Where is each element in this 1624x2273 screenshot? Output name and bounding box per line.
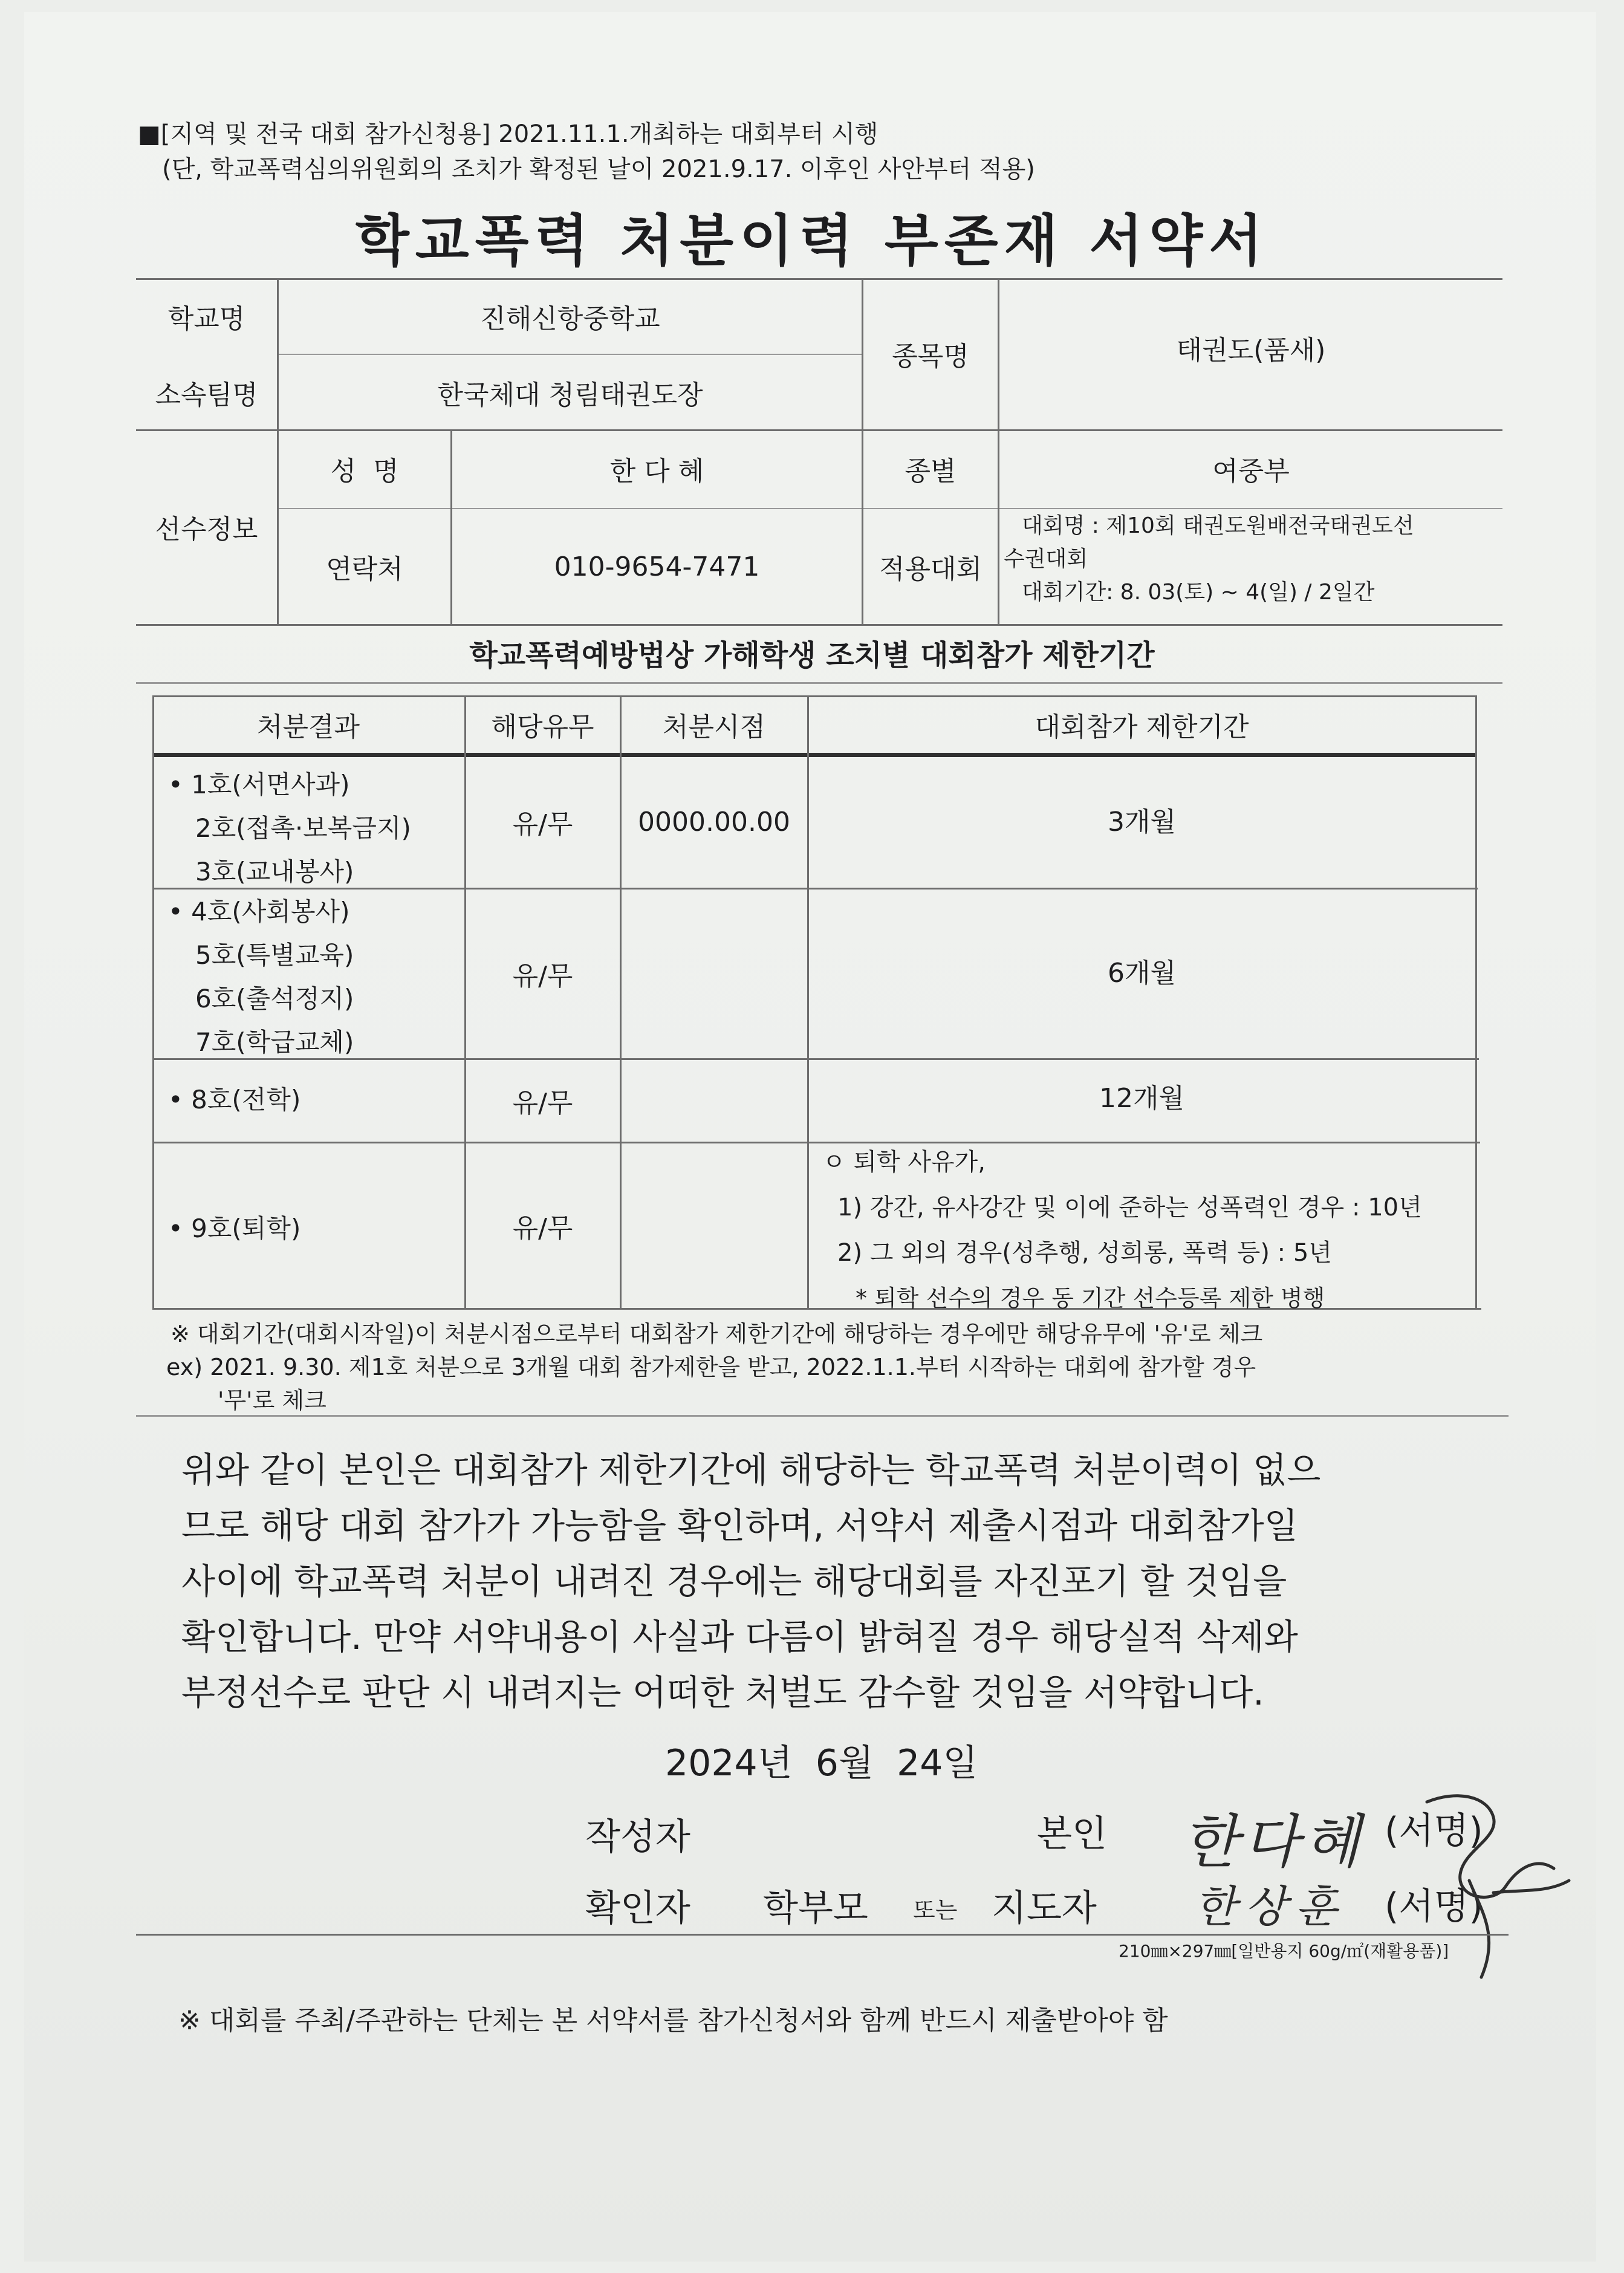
disposition-date xyxy=(621,1059,807,1142)
contact-value: 010-9654-7471 xyxy=(554,551,760,582)
disposition-item: • 4호(사회봉사) xyxy=(168,897,350,926)
pledge-line: 사이에 학교폭력 처분이 내려진 경우에는 해당대회를 자진포기 할 것임을 xyxy=(181,1561,1287,1602)
restriction-heading: 학교폭력예방법상 가해학생 조치별 대회참가 제한기간 xyxy=(469,639,1155,672)
document-title: 학교폭력 처분이력 부존재 서약서 xyxy=(355,209,1269,273)
column-header: 처분결과 xyxy=(256,711,360,743)
note-1: ※ 대회기간(대회시작일)이 처분시점으로부터 대회참가 제한기간에 해당하는 경우에만 해당유무에 '유'로 체크 xyxy=(171,1321,1263,1347)
expulsion-line: * 퇴학 선수의 경우 동 기간 선수등록 제한 병행 xyxy=(856,1285,1325,1312)
expulsion-line: 1) 강간, 유사강간 및 이에 준하는 성폭력인 경우 : 10년 xyxy=(837,1194,1422,1221)
disposition-date xyxy=(621,889,807,1058)
school-value: 진해신항중학교 xyxy=(480,303,660,334)
disposition-item: 6호(출석정지) xyxy=(195,984,354,1013)
yes-no-value: 유/무 xyxy=(512,1212,573,1244)
sign-label-1: (서명) xyxy=(1385,1810,1483,1852)
disposition-item: • 8호(전학) xyxy=(168,1085,301,1114)
disposition-date xyxy=(621,1143,807,1308)
competition-name: 대회명 : 제10회 태권도원배전국태권도선 xyxy=(1022,513,1414,538)
yes-no-value: 유/무 xyxy=(512,809,573,840)
competition-name-cont: 수권대회 xyxy=(1004,547,1088,571)
disposition-item: 3호(교내봉사) xyxy=(195,857,354,886)
final-note: ※ 대회를 주최/주관하는 단체는 본 서약서를 참가신청서와 함께 반드시 제출받아야 함 xyxy=(178,2005,1168,2036)
disposition-item: 7호(학급교체) xyxy=(195,1027,354,1057)
confirmer-signature-handwriting: 한상훈 xyxy=(1194,1881,1346,1932)
coach-label: 지도자 xyxy=(992,1887,1097,1930)
note-3: '무'로 체크 xyxy=(218,1387,326,1414)
expulsion-line: 2) 그 외의 경우(성추행, 성희롱, 폭력 등) : 5년 xyxy=(837,1239,1332,1267)
restriction-period-expulsion xyxy=(822,1140,1422,1321)
table-row-disposition xyxy=(168,1078,300,1122)
contact-label: 연락처 xyxy=(326,554,403,585)
confirmer-label: 확인자 xyxy=(585,1887,690,1930)
disposition-item: 5호(특별교육) xyxy=(195,940,354,970)
applied-competition-label: 적용대회 xyxy=(879,554,982,585)
disposition-item: 2호(접촉·보복금지) xyxy=(195,813,411,843)
note-2: ex) 2021. 9.30. 제1호 처분으로 3개월 대회 참가제한을 받고, 2022.1.1.부터 시작하는 대회에 참가할 경우 xyxy=(166,1354,1256,1380)
name-value: 한 다 혜 xyxy=(609,456,704,487)
pledge-line: 부정선수로 판단 시 내려지는 어떠한 처벌도 감수할 것임을 서약합니다. xyxy=(181,1672,1264,1713)
school-label: 학교명 xyxy=(167,303,245,334)
signature-scribble-icon xyxy=(1403,1784,1584,2008)
event-label: 종목명 xyxy=(892,341,969,372)
self-signature-handwriting: 한다혜 xyxy=(1182,1808,1365,1876)
event-value: 태권도(품새) xyxy=(1176,335,1326,366)
pledge-line: 므로 해당 대회 참가가 가능함을 확인하며, 서약서 제출시점과 대회참가일 xyxy=(181,1505,1298,1546)
team-value: 한국체대 청림태권도장 xyxy=(437,379,703,411)
yes-no-value: 유/무 xyxy=(512,961,573,992)
yes-no-value: 유/무 xyxy=(512,1088,573,1119)
notice-line-2: (단, 학교폭력심의위원회의 조치가 확정된 날이 2021.9.17. 이후인 사안부터 적용) xyxy=(162,155,1035,183)
category-value: 여중부 xyxy=(1212,456,1290,487)
disposition-date: 0000.00.00 xyxy=(638,806,790,837)
name-label: 성 명 xyxy=(330,456,399,487)
competition-period: 대회기간: 8. 03(토) ~ 4(일) / 2일간 xyxy=(1022,580,1375,605)
column-header: 대회참가 제한기간 xyxy=(1034,711,1249,743)
pledge-text xyxy=(181,1442,1481,1720)
parent-label: 학부모 xyxy=(763,1887,868,1930)
disposition-item: • 1호(서면사과) xyxy=(168,770,350,799)
restriction-period: 6개월 xyxy=(1107,958,1176,989)
notice-line-1: ■[지역 및 전국 대회 참가신청용] 2021.11.1.개최하는 대회부터 시행 xyxy=(138,120,879,148)
table-row-disposition xyxy=(168,763,411,894)
pledge-line: 위와 같이 본인은 대회참가 제한기간에 해당하는 학교폭력 처분이력이 없으 xyxy=(181,1449,1321,1491)
column-header: 처분시점 xyxy=(662,711,765,743)
table-row-disposition xyxy=(168,1207,300,1250)
self-label: 본인 xyxy=(1037,1813,1107,1855)
or-label: 또는 xyxy=(913,1897,958,1923)
category-label: 종별 xyxy=(905,456,957,487)
column-header: 해당유무 xyxy=(491,711,594,743)
pledge-date: 2024년 6월 24일 xyxy=(665,1742,978,1784)
player-info-label: 선수정보 xyxy=(155,514,258,545)
disposition-item: • 9호(퇴학) xyxy=(168,1214,301,1243)
applied-competition-value xyxy=(1004,509,1414,609)
sign-label-2: (서명) xyxy=(1385,1885,1483,1928)
restriction-period: 3개월 xyxy=(1107,807,1176,837)
author-label: 작성자 xyxy=(585,1816,690,1858)
paper-spec: 210㎜×297㎜[일반용지 60g/㎡(재활용품)] xyxy=(1119,1941,1449,1961)
team-label: 소속팀명 xyxy=(155,379,258,411)
pledge-line: 확인합니다. 만약 서약내용이 사실과 다름이 밝혀질 경우 해당실적 삭제와 xyxy=(181,1616,1298,1657)
restriction-period: 12개월 xyxy=(1099,1083,1184,1114)
expulsion-line: ㅇ 퇴학 사유가, xyxy=(822,1148,986,1176)
table-row-disposition xyxy=(168,890,354,1064)
